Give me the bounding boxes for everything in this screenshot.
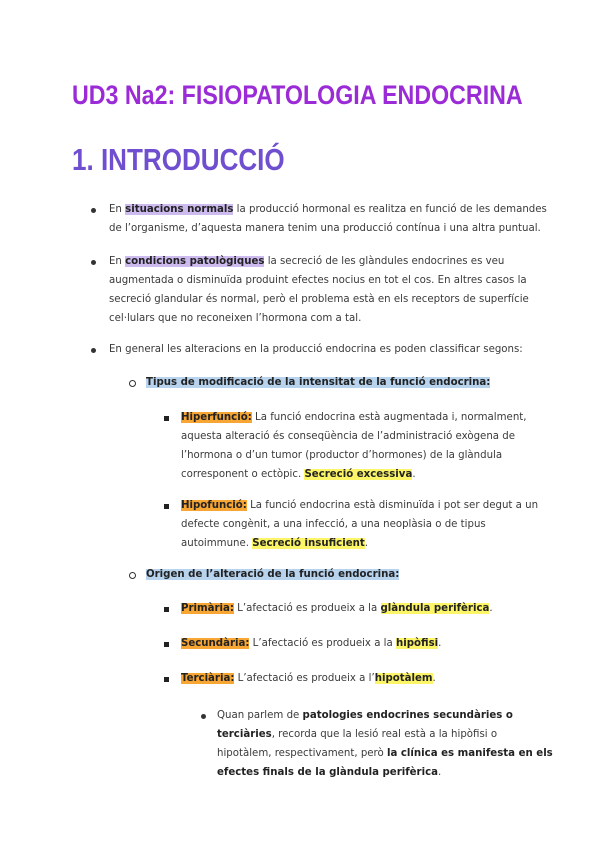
note-secondary-tertiary: Quan parlem de patologies endocrines secundàries o terciàries, recorda que la lesió real està a la hipòfisi o hipotàlem, respectivament, però la clínica es manifesta en els efectes finals de la glàndula perifèrica.: [217, 710, 553, 778]
item-terciaria: Terciària: L’afectació es produeix a l’hipotàlem.: [181, 673, 436, 684]
section-heading: 1. INTRODUCCIÓ: [72, 142, 285, 177]
square-bullet-icon: [164, 677, 169, 682]
subheading-origin: Origen de l’alteració de la funció endocrina:: [146, 569, 400, 580]
paragraph-classification: En general les alteracions en la producció endocrina es poden classificar segons:: [109, 344, 523, 355]
bullet-icon: [91, 208, 96, 213]
item-secundaria: Secundària: L’afectació es produeix a la hipòfisi.: [181, 638, 442, 649]
label-hiperfuncio: Hiperfunció:: [181, 412, 252, 423]
subheading-intensity: Tipus de modificació de la intensitat de la funció endocrina:: [146, 377, 491, 388]
square-bullet-icon: [164, 642, 169, 647]
bullet-icon: [201, 714, 206, 719]
paragraph-normal-situations: En situacions normals la producció hormonal es realitza en funció de les demandes de l’organisme, d’aquesta manera tenim una producció contínua i una altra puntual.: [109, 204, 547, 234]
square-bullet-icon: [164, 504, 169, 509]
document-title: UD3 Na2: FISIOPATOLOGIA ENDOCRINA: [72, 80, 523, 110]
circle-bullet-icon: [129, 572, 136, 579]
square-bullet-icon: [164, 607, 169, 612]
circle-bullet-icon: [129, 380, 136, 387]
highlight-term: situacions normals: [125, 204, 234, 215]
highlight-term: condicions patològiques: [125, 256, 265, 267]
paragraph-pathological: En condicions patològiques la secreció de les glàndules endocrines es veu augmentada o disminuïda produint efectes nocius en tot el cos. En altres casos la secreció glandular és normal, però el problema està en els receptors de superfície cel·lulars que no reconeixen l’hormona com a tal.: [109, 256, 529, 324]
square-bullet-icon: [164, 416, 169, 421]
bullet-icon: [91, 348, 96, 353]
item-primaria: Primària: L’afectació es produeix a la glàndula perifèrica.: [181, 603, 493, 614]
bullet-icon: [91, 260, 96, 265]
item-hipofuncio: Hipofunció: La funció endocrina està disminuïda i pot ser degut a un defecte congènit, a una infecció, a una neoplàsia o de tipus autoimmune. Secreció insuficient.: [181, 500, 539, 549]
item-hiperfuncio: Hiperfunció: La funció endocrina està augmentada i, normalment, aquesta alteració és conseqüència de l’administració exògena de l’hormona o d’un tumor (productor d’hormones) de la glàndula corresponent o ectòpic. Secreció excessiva.: [181, 412, 527, 480]
label-hipofuncio: Hipofunció:: [181, 500, 247, 511]
